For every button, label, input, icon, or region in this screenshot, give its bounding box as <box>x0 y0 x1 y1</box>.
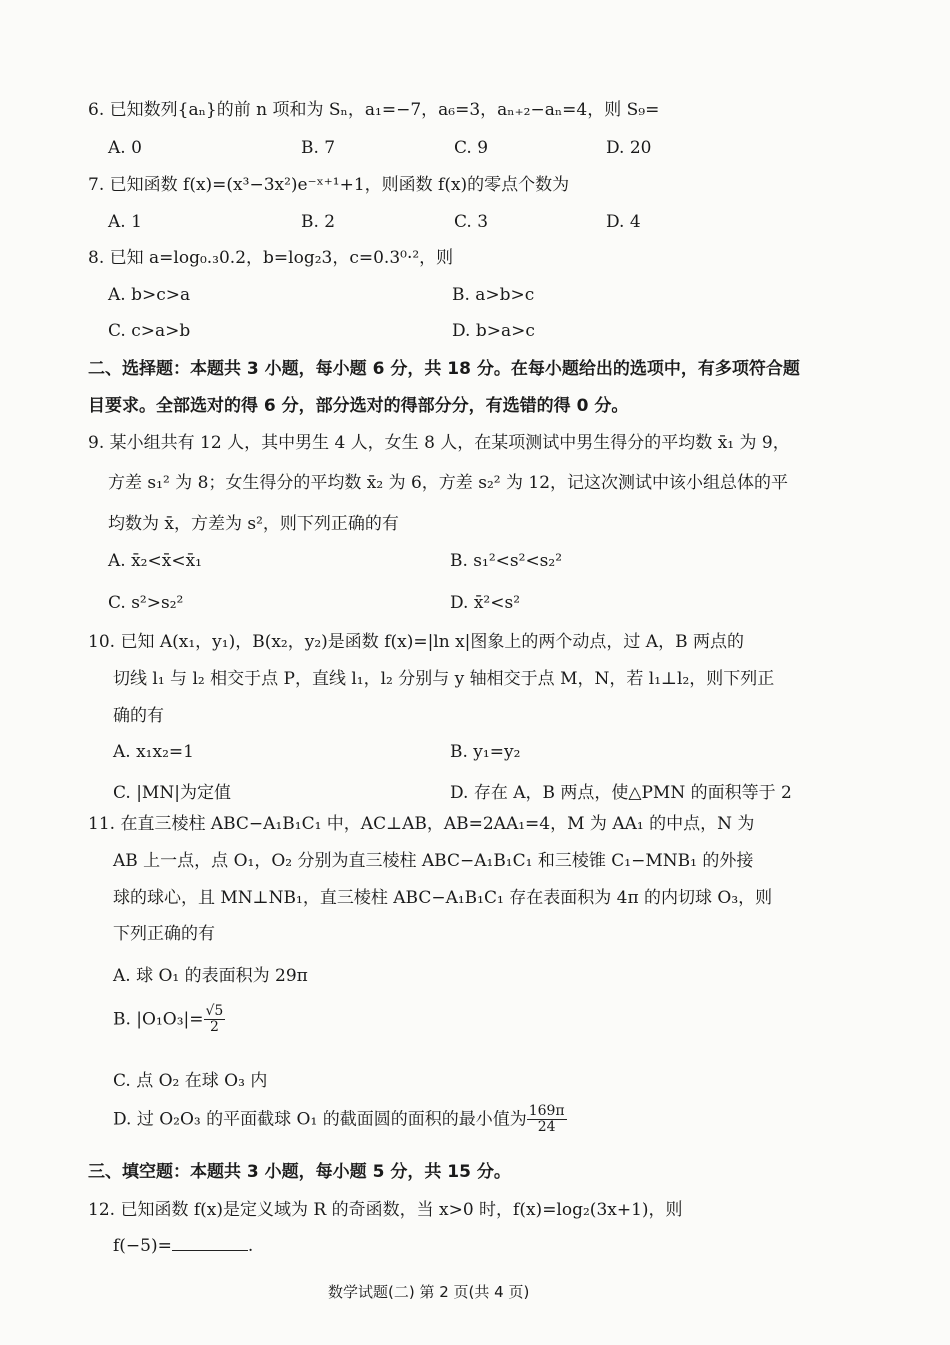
q12-line2 <box>113 1236 253 1256</box>
q6-option-b: B. 7 <box>301 138 336 158</box>
q10-option-a: A. x₁x₂=1 <box>113 742 194 762</box>
q8-option-a: A. b>c>a <box>108 285 191 305</box>
section2-heading-line1: 二、选择题：本题共 3 小题，每小题 6 分，共 18 分。在每小题给出的选项中，有多项符合题 <box>88 359 800 379</box>
q10-option-c: C. |MN|为定值 <box>113 783 231 803</box>
q11-line2: AB 上一点，点 O₁，O₂ 分别为直三棱柱 ABC−A₁B₁C₁ 和三棱锥 C₁−MNB₁ 的外接 <box>113 851 754 871</box>
q7-option-c: C. 3 <box>454 212 489 232</box>
q9-line1: 9. 某小组共有 12 人，其中男生 4 人，女生 8 人，在某项测试中男生得分的平均数 x̄₁ 为 9， <box>88 433 790 453</box>
q11-line3: 球的球心，且 MN⊥NB₁，直三棱柱 ABC−A₁B₁C₁ 存在表面积为 4π 的内切球 O₃，则 <box>113 888 773 908</box>
q7-option-a: A. 1 <box>108 212 142 232</box>
section3-heading: 三、填空题：本题共 3 小题，每小题 5 分，共 15 分。 <box>88 1162 511 1182</box>
q11-line4: 下列正确的有 <box>113 924 215 944</box>
q8-stem: 8. 已知 a=log₀.₃0.2，b=log₂3，c=0.3⁰·²，则 <box>88 248 454 268</box>
page-footer: 数学试题(二) 第 2 页(共 4 页) <box>328 1283 530 1301</box>
q10-line2: 切线 l₁ 与 l₂ 相交于点 P，直线 l₁，l₂ 分别与 y 轴相交于点 M，N，若 l₁⊥l₂，则下列正 <box>113 669 775 689</box>
q11-option-d-text: D. 过 O₂O₃ 的平面截球 O₁ 的截面圆的面积的最小值为 <box>113 1109 527 1130</box>
q8-option-b: B. a>b>c <box>452 285 535 305</box>
q6-option-d: D. 20 <box>606 138 652 158</box>
q12-line1: 12. 已知函数 f(x)是定义域为 R 的奇函数，当 x>0 时，f(x)=log₂(3x+1)，则 <box>88 1200 683 1220</box>
q11-option-d <box>113 1104 567 1136</box>
q7-option-d: D. 4 <box>606 212 641 232</box>
q11-option-c: C. 点 O₂ 在球 O₃ 内 <box>113 1071 268 1091</box>
fraction-numerator: √5 <box>205 1003 224 1019</box>
q8-option-d: D. b>a>c <box>452 321 535 341</box>
q11-option-b-text: B. |O₁O₃|= <box>113 1009 204 1030</box>
q10-line1: 10. 已知 A(x₁，y₁)，B(x₂，y₂)是函数 f(x)=|ln x|图象上的两个动点，过 A，B 两点的 <box>88 632 744 652</box>
q10-option-b: B. y₁=y₂ <box>450 742 521 762</box>
q6-option-a: A. 0 <box>108 138 142 158</box>
q11-option-a: A. 球 O₁ 的表面积为 29π <box>113 966 308 986</box>
fraction-denominator: 24 <box>537 1119 556 1136</box>
q8-option-c: C. c>a>b <box>108 321 191 341</box>
q6-option-c: C. 9 <box>454 138 489 158</box>
fraction-denominator: 2 <box>209 1019 219 1036</box>
section2-heading-line2: 目要求。全部选对的得 6 分，部分选对的得部分分，有选错的得 0 分。 <box>88 396 629 416</box>
q6-stem: 6. 已知数列{aₙ}的前 n 项和为 Sₙ，a₁=−7，a₆=3，aₙ₊₂−aₙ=4，则 S₉= <box>88 100 660 120</box>
q9-line3: 均数为 x̄，方差为 s²，则下列正确的有 <box>108 514 399 534</box>
q11-option-b-fraction <box>204 1004 226 1036</box>
fraction-numerator: 169π <box>528 1103 565 1119</box>
q10-line3: 确的有 <box>113 706 164 726</box>
answer-blank[interactable] <box>172 1236 248 1251</box>
q10-option-d: D. 存在 A，B 两点，使△PMN 的面积等于 2 <box>450 783 792 803</box>
q12-period: . <box>247 1236 254 1256</box>
q9-line2: 方差 s₁² 为 8；女生得分的平均数 x̄₂ 为 6，方差 s₂² 为 12，记这次测试中该小组总体的平 <box>108 473 789 493</box>
q11-option-b <box>113 1004 225 1036</box>
q9-option-a: A. x̄₂<x̄<x̄₁ <box>108 551 202 571</box>
q7-stem: 7. 已知函数 f(x)=(x³−3x²)e⁻ˣ⁺¹+1，则函数 f(x)的零点个数为 <box>88 175 570 195</box>
q9-option-c: C. s²>s₂² <box>108 593 184 613</box>
q9-option-b: B. s₁²<s²<s₂² <box>450 551 563 571</box>
q9-option-d: D. x̄²<s² <box>450 593 521 613</box>
q12-expression: f(−5)= <box>113 1236 172 1256</box>
q7-option-b: B. 2 <box>301 212 336 232</box>
q11-option-d-fraction <box>527 1104 567 1136</box>
q11-line1: 11. 在直三棱柱 ABC−A₁B₁C₁ 中，AC⊥AB，AB=2AA₁=4，M 为 AA₁ 的中点，N 为 <box>88 814 755 834</box>
